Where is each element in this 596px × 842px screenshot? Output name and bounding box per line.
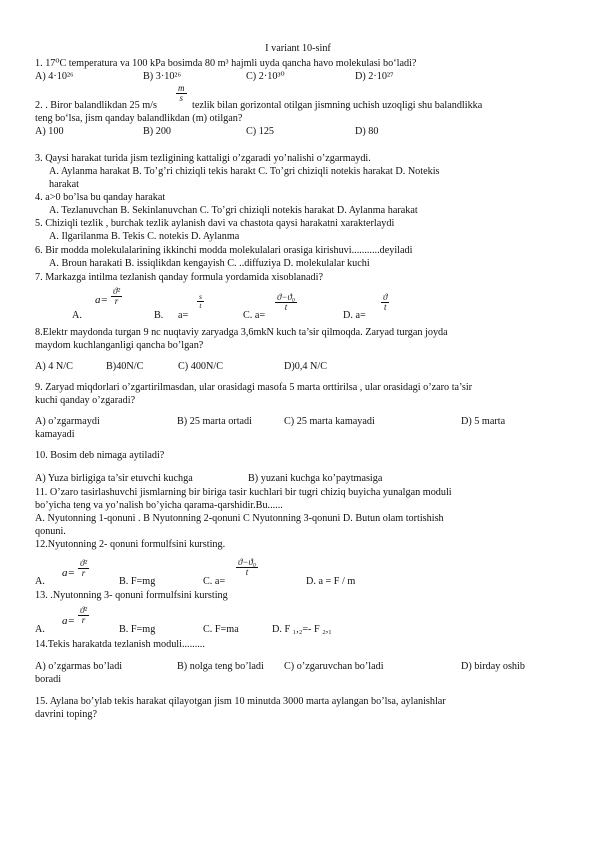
q14-option-a: A) o’zgarmas bo’ladi [35, 661, 123, 672]
q2-option-b: B) 200 [143, 126, 172, 137]
q14-option-d-cont: boradi [35, 674, 62, 685]
q7-c-denominator: t [284, 302, 288, 313]
question-9-line2: kuchi qanday o’zgaradi? [35, 395, 136, 406]
q6-options: A. Broun harakati B. issiqlikdan kengayish C. ..diffuziya D. molekulalar kuchi [49, 258, 370, 269]
q9-option-c: C) 25 marta kamayadi [284, 416, 375, 427]
q12-a-denominator: r [81, 568, 86, 579]
q8-option-c: C) 400N/C [178, 361, 223, 372]
q12-c-numerator: ϑ−ϑ₀ [238, 557, 257, 567]
q7-option-b-label: B. [154, 310, 164, 321]
q4-options: A. Tezlanuvchan B. Sekinlanuvchan C. To’gri chiziqli notekis harakat D. Aylanma harakat [49, 205, 418, 216]
q12-option-b: B. F=mg [119, 576, 156, 587]
q13-option-d: D. F ₁,₂=- F ₂,₁ [272, 624, 332, 635]
q1-option-d: D) 2·10²⁷ [355, 71, 394, 82]
q7-option-b-fraction [197, 293, 204, 310]
q11-options: A. Nyutonning 1-qonuni . B Nyutonning 2-qonuni C Nyutonning 3-qonuni D. Butun olam tortishish [35, 513, 444, 524]
q7-option-a-lhs: a= [95, 294, 108, 306]
question-7: 7. Markazga intilma tezlanish qanday formula yordamida xisoblanadi? [35, 272, 323, 283]
q13-option-a-fraction [78, 606, 89, 626]
question-4: 4. a>0 bo’lsa bu qanday harakat [35, 192, 166, 203]
q7-option-c-label: C. a= [243, 310, 266, 321]
variant-title: I variant 10-sinf [265, 43, 331, 54]
question-6: 6. Bir modda molekulalarining ikkinchi modda molekulalari orasiga kirishuvi...........deyiladi [35, 245, 413, 256]
q7-d-denominator: t [383, 302, 387, 313]
q12-option-c-label: C. a= [203, 576, 226, 587]
q14-option-b: B) nolga teng bo’ladi [177, 661, 264, 672]
q14-option-d: D) birday oshib [461, 661, 525, 672]
q8-option-b: B)40N/C [106, 361, 144, 372]
q7-option-a-label: A. [72, 310, 82, 321]
question-1: 1. 17⁰C temperatura va 100 kPa bosimda 80 m³ hajmli uyda qancha havo molekulasi bo‘ladi? [35, 58, 417, 69]
q1-option-c: C) 2·10³⁰ [246, 71, 285, 82]
question-11: 11. O’zaro tasirlashuvchi jismlarning bir biriga tasir kuchlari bir tugri chiziq buyicha yunalgan moduli [35, 487, 452, 498]
q12-option-a-label: A. [35, 576, 45, 587]
q7-option-b-lhs: a= [178, 310, 189, 321]
q9-option-d-cont: kamayadi [35, 429, 75, 440]
q7-a-numerator: ϑ² [113, 286, 121, 296]
q12-option-d: D. a = F / m [306, 576, 356, 587]
q7-c-numerator: ϑ−ϑ₀ [277, 292, 296, 302]
q1-option-b: B) 3·10²⁶ [143, 71, 182, 82]
q13-option-b: B. F=mg [119, 624, 156, 635]
q7-b-denominator: t [199, 300, 202, 310]
q13-option-a-label: A. [35, 624, 45, 635]
q5-options: A. Ilgarilanma B. Tekis C. notekis D. Aylanma [49, 231, 240, 242]
q12-option-c-fraction [236, 558, 258, 578]
question-2-line2: teng bo‘lsa, jism qanday balandlikdan (m) otilgan? [35, 113, 243, 124]
q12-option-a-fraction [78, 559, 89, 579]
q9-option-d: D) 5 marta [461, 416, 506, 427]
q7-a-denominator: r [114, 296, 119, 307]
question-9: 9. Zaryad miqdorlari o’zgartirilmasdan, ular orasidagi masofa 5 marta orttirilsa , ular orasidagi o’zaro ta’sir [35, 382, 473, 393]
q3-options-cont: harakat [49, 179, 79, 190]
q9-option-a: A) o’zgarmaydi [35, 416, 100, 427]
q7-option-d-fraction [381, 293, 389, 313]
question-12: 12.Nyutonning 2- qonuni formulfsini kursting. [35, 539, 226, 550]
q13-option-c: C. F=ma [203, 624, 239, 635]
question-15-line2: davrini toping? [35, 709, 97, 720]
q10-option-a: A) Yuza birligiga ta’sir etuvchi kuchga [35, 473, 193, 484]
q7-option-a-fraction [111, 287, 122, 307]
q8-option-a: A) 4 N/C [35, 361, 73, 372]
q7-b-numerator: s [199, 292, 202, 301]
question-2-rest: tezlik bilan gorizontal otilgan jismning uchish uzoqligi shu balandlikka [192, 100, 483, 111]
q11-options-cont: qonuni. [35, 526, 66, 537]
question-8-line2: maydom kuchlanganligi qancha bo’lgan? [35, 340, 204, 351]
q14-option-c: C) o’zgaruvchan bo’ladi [284, 661, 384, 672]
q7-option-d-label: D. a= [343, 310, 366, 321]
q2-unit-numerator: m [178, 83, 185, 93]
q10-option-b: B) yuzani kuchga ko’paytmasiga [248, 473, 383, 484]
q2-unit-denominator: s [179, 93, 183, 104]
q9-option-b: B) 25 marta ortadi [177, 416, 252, 427]
q12-a-numerator: ϑ² [80, 558, 88, 568]
q2-option-a: A) 100 [35, 126, 64, 137]
q12-option-a-lhs: a= [62, 567, 75, 579]
question-13: 13. .Nyutonning 3- qonuni formulfsini kursting [35, 590, 228, 601]
q7-option-c-fraction [275, 293, 297, 313]
q8-option-d: D)0,4 N/C [284, 361, 328, 372]
q3-options: A. Aylanma harakat B. To’g’ri chiziqli tekis harakt C. To’gri chiziqli notekis harakat D. Notekis [49, 166, 440, 177]
q13-option-a-lhs: a= [62, 615, 75, 627]
question-11-line2: bo’yicha teng va yo’nalish bo’yicha qarama-qarshidir.Bu...... [35, 500, 283, 511]
question-3: 3. Qaysi harakat turida jism tezligining kattaligi o’zgaradi yo’nalishi o’zgarmaydi. [35, 153, 371, 164]
question-2-start: 2. . Biror balandlikdan 25 m/s [35, 100, 157, 111]
question-8: 8.Elektr maydonda turgan 9 nc nuqtaviy zaryadga 3,6mkN kuch ta’sir qilmoqda. Zaryad turgan joyda [35, 327, 448, 338]
q1-option-a: A) 4·10²⁶ [35, 71, 74, 82]
question-15: 15. Aylana bo’ylab tekis harakat qilayotgan jism 10 minutda 3000 marta aylangan bo’lsa, aylanishlar [35, 696, 446, 707]
question-14: 14.Tekis harakatda tezlanish moduli......... [35, 639, 205, 650]
q13-a-denominator: r [81, 615, 86, 626]
q12-c-denominator: t [245, 567, 249, 578]
q2-unit-fraction [176, 84, 187, 104]
q2-option-d: D) 80 [355, 126, 379, 137]
q2-option-c: C) 125 [246, 126, 275, 137]
question-10: 10. Bosim deb nimaga aytiladi? [35, 450, 165, 461]
question-5: 5. Chiziqli tezlik , burchak tezlik aylanish davi va chastota qaysi harakatni xarakterlaydi [35, 218, 395, 229]
q7-d-numerator: ϑ [383, 292, 388, 302]
q13-a-numerator: ϑ² [80, 605, 88, 615]
